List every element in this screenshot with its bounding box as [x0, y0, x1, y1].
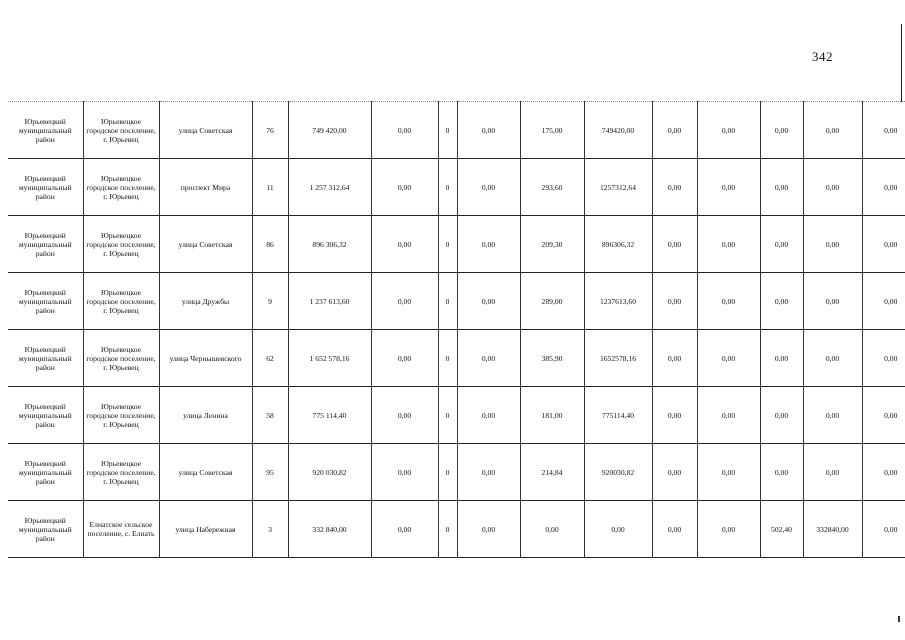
cell-value-b: 0,00 — [697, 273, 760, 330]
cell-house-number: 58 — [252, 387, 288, 444]
cell-cost-value: 0,00 — [371, 444, 438, 501]
cell-street: улица Советская — [159, 216, 252, 273]
cell-value-a: 0,00 — [652, 102, 697, 159]
table-row — [8, 387, 905, 444]
cell-count: 0 — [438, 216, 457, 273]
cell-settlement: Юрьевецкое городское поселение, г. Юрьевец — [83, 444, 159, 501]
cell-value-a: 0,00 — [652, 273, 697, 330]
cell-sum: 1237613,60 — [584, 273, 652, 330]
cell-house-number: 62 — [252, 330, 288, 387]
cell-municipal-district: Юрьевецкий муниципальный район — [8, 387, 83, 444]
cell-house-number: 86 — [252, 216, 288, 273]
cell-value-d: 0,00 — [803, 102, 862, 159]
cell-value-a: 0,00 — [652, 159, 697, 216]
cell-area: 385,90 — [520, 330, 584, 387]
cell-value-c: 0,00 — [760, 216, 803, 273]
cell-value-c: 502,40 — [760, 501, 803, 558]
cell-amount: 0,00 — [457, 159, 520, 216]
cell-amount: 0,00 — [457, 330, 520, 387]
cell-amount: 0,00 — [457, 387, 520, 444]
cell-value-d: 0,00 — [803, 273, 862, 330]
cell-value-b: 0,00 — [697, 387, 760, 444]
cell-value-c: 0,00 — [760, 330, 803, 387]
cell-value-e: 0,00 — [862, 330, 905, 387]
cell-total-cost: 775 114,40 — [288, 387, 371, 444]
cell-value-c: 0,00 — [760, 387, 803, 444]
cell-area: 293,60 — [520, 159, 584, 216]
cell-house-number: 95 — [252, 444, 288, 501]
cell-cost-value: 0,00 — [371, 330, 438, 387]
table-row — [8, 501, 905, 558]
cell-area: 181,00 — [520, 387, 584, 444]
cell-street: улица Советская — [159, 102, 252, 159]
cell-municipal-district: Юрьевецкий муниципальный район — [8, 102, 83, 159]
cell-municipal-district: Юрьевецкий муниципальный район — [8, 330, 83, 387]
cell-value-c: 0,00 — [760, 102, 803, 159]
cell-value-e: 0,00 — [862, 102, 905, 159]
cell-sum: 749420,00 — [584, 102, 652, 159]
cell-total-cost: 332 840,00 — [288, 501, 371, 558]
cell-count: 0 — [438, 387, 457, 444]
cell-amount: 0,00 — [457, 444, 520, 501]
table-row — [8, 159, 905, 216]
cell-municipal-district: Юрьевецкий муниципальный район — [8, 273, 83, 330]
cell-value-b: 0,00 — [697, 102, 760, 159]
cell-sum: 920030,82 — [584, 444, 652, 501]
cell-area: 214,84 — [520, 444, 584, 501]
cell-sum: 775114,40 — [584, 387, 652, 444]
cell-cost-value: 0,00 — [371, 216, 438, 273]
cell-value-b: 0,00 — [697, 216, 760, 273]
cell-value-d: 0,00 — [803, 216, 862, 273]
cell-municipal-district: Юрьевецкий муниципальный район — [8, 444, 83, 501]
cell-amount: 0,00 — [457, 501, 520, 558]
cell-total-cost: 1 237 613,60 — [288, 273, 371, 330]
cell-value-d: 0,00 — [803, 330, 862, 387]
cell-cost-value: 0,00 — [371, 159, 438, 216]
cell-value-e: 0,00 — [862, 216, 905, 273]
cell-area: 0,00 — [520, 501, 584, 558]
cell-cost-value: 0,00 — [371, 102, 438, 159]
cell-amount: 0,00 — [457, 216, 520, 273]
scan-edge-line — [901, 24, 902, 102]
table-row — [8, 444, 905, 501]
cell-street: улица Набережная — [159, 501, 252, 558]
cell-value-a: 0,00 — [652, 444, 697, 501]
cell-municipal-district: Юрьевецкий муниципальный район — [8, 159, 83, 216]
cell-value-b: 0,00 — [697, 501, 760, 558]
cell-value-b: 0,00 — [697, 159, 760, 216]
table-row — [8, 102, 905, 159]
scan-mark — [898, 616, 900, 622]
cell-street: улица Ленина — [159, 387, 252, 444]
cell-settlement: Елнатское сельское поселение, с. Елнать — [83, 501, 159, 558]
table-row — [8, 216, 905, 273]
cell-value-e: 0,00 — [862, 159, 905, 216]
cell-count: 0 — [438, 444, 457, 501]
cell-area: 175,00 — [520, 102, 584, 159]
cell-cost-value: 0,00 — [371, 501, 438, 558]
cell-municipal-district: Юрьевецкий муниципальный район — [8, 501, 83, 558]
cell-value-a: 0,00 — [652, 387, 697, 444]
cell-value-c: 0,00 — [760, 159, 803, 216]
cell-value-e: 0,00 — [862, 273, 905, 330]
cell-sum: 896306,32 — [584, 216, 652, 273]
cell-house-number: 9 — [252, 273, 288, 330]
cell-settlement: Юрьевецкое городское поселение, г. Юрьевец — [83, 216, 159, 273]
table-row — [8, 273, 905, 330]
cell-count: 0 — [438, 501, 457, 558]
cell-value-d: 0,00 — [803, 444, 862, 501]
cell-settlement: Юрьевецкое городское поселение, г. Юрьевец — [83, 387, 159, 444]
cell-value-d: 332840,00 — [803, 501, 862, 558]
cell-count: 0 — [438, 159, 457, 216]
cell-value-a: 0,00 — [652, 216, 697, 273]
cell-street: улица Чернышевского — [159, 330, 252, 387]
cell-municipal-district: Юрьевецкий муниципальный район — [8, 216, 83, 273]
cell-value-c: 0,00 — [760, 444, 803, 501]
cell-street: улица Дружбы — [159, 273, 252, 330]
table-row — [8, 330, 905, 387]
cell-settlement: Юрьевецкое городское поселение, г. Юрьевец — [83, 273, 159, 330]
cell-value-c: 0,00 — [760, 273, 803, 330]
cell-value-b: 0,00 — [697, 330, 760, 387]
cell-amount: 0,00 — [457, 273, 520, 330]
cell-value-b: 0,00 — [697, 444, 760, 501]
cell-area: 289,00 — [520, 273, 584, 330]
cell-total-cost: 896 306,32 — [288, 216, 371, 273]
cell-sum: 0,00 — [584, 501, 652, 558]
cell-settlement: Юрьевецкое городское поселение, г. Юрьевец — [83, 102, 159, 159]
cell-settlement: Юрьевецкое городское поселение, г. Юрьевец — [83, 159, 159, 216]
cell-amount: 0,00 — [457, 102, 520, 159]
cell-value-a: 0,00 — [652, 330, 697, 387]
cell-count: 0 — [438, 102, 457, 159]
cell-street: улица Советская — [159, 444, 252, 501]
cell-area: 209,30 — [520, 216, 584, 273]
cell-cost-value: 0,00 — [371, 273, 438, 330]
cell-sum: 1257312,64 — [584, 159, 652, 216]
cell-street: проспект Мира — [159, 159, 252, 216]
cell-sum: 1652578,16 — [584, 330, 652, 387]
cell-value-d: 0,00 — [803, 387, 862, 444]
cell-value-d: 0,00 — [803, 159, 862, 216]
cell-cost-value: 0,00 — [371, 387, 438, 444]
cell-total-cost: 920 030,82 — [288, 444, 371, 501]
cell-value-e: 0,00 — [862, 387, 905, 444]
cell-house-number: 11 — [252, 159, 288, 216]
cell-count: 0 — [438, 273, 457, 330]
cell-value-e: 0,00 — [862, 444, 905, 501]
register-table — [8, 101, 905, 558]
cell-total-cost: 749 420,00 — [288, 102, 371, 159]
page-number: 342 — [812, 49, 833, 64]
table-body — [8, 102, 905, 558]
cell-house-number: 3 — [252, 501, 288, 558]
cell-value-a: 0,00 — [652, 501, 697, 558]
cell-house-number: 76 — [252, 102, 288, 159]
cell-count: 0 — [438, 330, 457, 387]
cell-value-e: 0,00 — [862, 501, 905, 558]
cell-total-cost: 1 652 578,16 — [288, 330, 371, 387]
cell-total-cost: 1 257 312,64 — [288, 159, 371, 216]
cell-settlement: Юрьевецкое городское поселение, г. Юрьевец — [83, 330, 159, 387]
